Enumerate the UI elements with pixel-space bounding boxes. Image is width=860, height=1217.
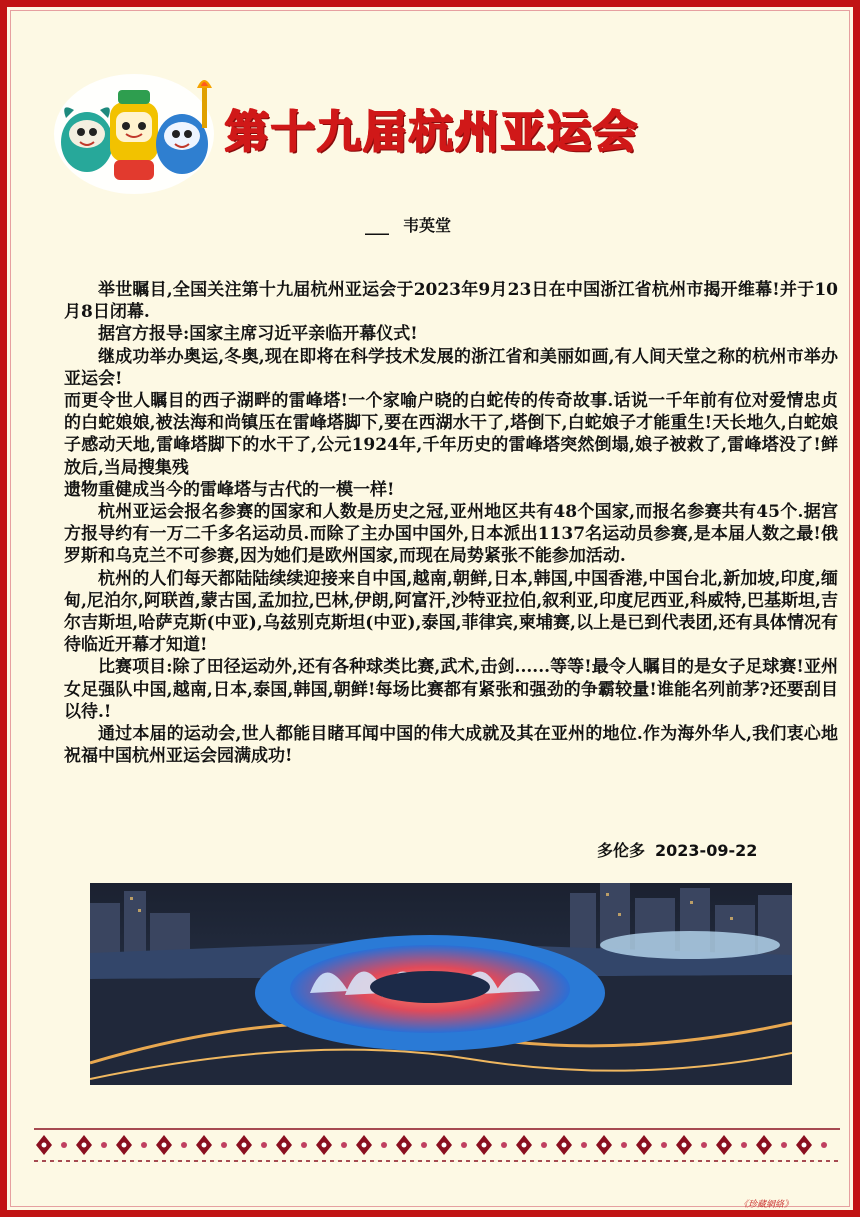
paragraph-delegations: 杭州的人们每天都陆陆续续迎接来自中国,越南,朝鲜,日本,韩国,中国香港,中国台北,新加坡,印度,缅甸,尼泊尔,阿联酋,蒙古国,孟加拉,巴林,伊朗,阿富汗,沙特亚拉伯,叙利亚,印度尼西亚,科威特,巴基斯坦,吉尔吉斯坦,哈萨克斯(中亚),乌兹别克斯坦(中亚),泰国,菲律宾,柬埔赛,以上是已到代表团,还有具体情况有待临近开幕才知道!	[64, 568, 838, 656]
signature-date: 2023-09-22	[655, 841, 758, 860]
signature	[597, 838, 767, 861]
paragraph-opening: 举世瞩目,全国关注第十九届杭州亚运会于2023年9月23日在中国浙江省杭州市揭开维幕!并于10月8日闭幕.	[64, 280, 838, 323]
mascots-icon	[52, 72, 217, 197]
paragraph-events: 比赛项目:除了田径运动外,还有各种球类比赛,武术,击剑......等等!最令人瞩目的是女子足球赛!亚州女足强队中国,越南,日本,泰国,韩国,朝鲜!每场比赛都有紧张和强劲的争霸较量!谁能名列前茅?还要刮目以待.!	[64, 657, 838, 722]
paragraph-closing: 通过本届的运动会,世人都能目睹耳闻中国的伟大成就及其在亚州的地位.作为海外华人,我们衷心地祝福中国杭州亚运会园满成功!	[64, 724, 838, 767]
stadium-photo	[90, 883, 792, 1085]
author-dash: ___	[365, 216, 389, 235]
author-line	[365, 213, 451, 236]
paragraph-hosting: 继成功举办奥运,冬奥,现在即将在科学技术发展的浙江省和美丽如画,有人间天堂之称的杭州市举办亚运会!	[64, 346, 838, 389]
paragraph-report: 据宫方报导:国家主席习近平亲临开幕仪式!	[98, 324, 418, 345]
paragraph-participants: 杭州亚运会报名参赛的国家和人数是历史之冠,亚州地区共有48个国家,而报名参赛共有45个.据宫方报导约有一万二千多名运动员.而除了主办国中国外,日本派出1137名运动员参赛,是本届人数之最!俄罗斯和乌克兰不可参赛,因为她们是欧州国家,而现在局势紧张不能参加活动.	[64, 502, 838, 567]
lace-border-icon	[34, 1125, 840, 1165]
paragraph-leifeng-pagoda: 而更令世人瞩目的西子湖畔的雷峰塔!一个家喻户晓的白蛇传的传奇故事.话说一千年前有位对爱情忠贞的白蛇娘娘,被法海和尚镇压在雷峰塔脚下,要在西湖水干了,塔倒下,白蛇娘子才能重生!天长地久,白蛇娘子感动天地,雷峰塔脚下的水干了,公元1924年,千年历史的雷峰塔突然倒塌,娘子被救了,雷峰塔没了!鲜放后,当局搜集残	[64, 391, 838, 478]
watermark: 《珍藏網絡》	[739, 1200, 794, 1210]
article-body	[64, 279, 838, 767]
signature-place: 多伦多	[597, 841, 646, 860]
paragraph-rebuilt: 遗物重健成当今的雷峰塔与古代的一模一样!	[64, 479, 395, 500]
author-name: 韦英堂	[403, 216, 452, 235]
page-title: 第十九届杭州亚运会	[225, 107, 639, 158]
